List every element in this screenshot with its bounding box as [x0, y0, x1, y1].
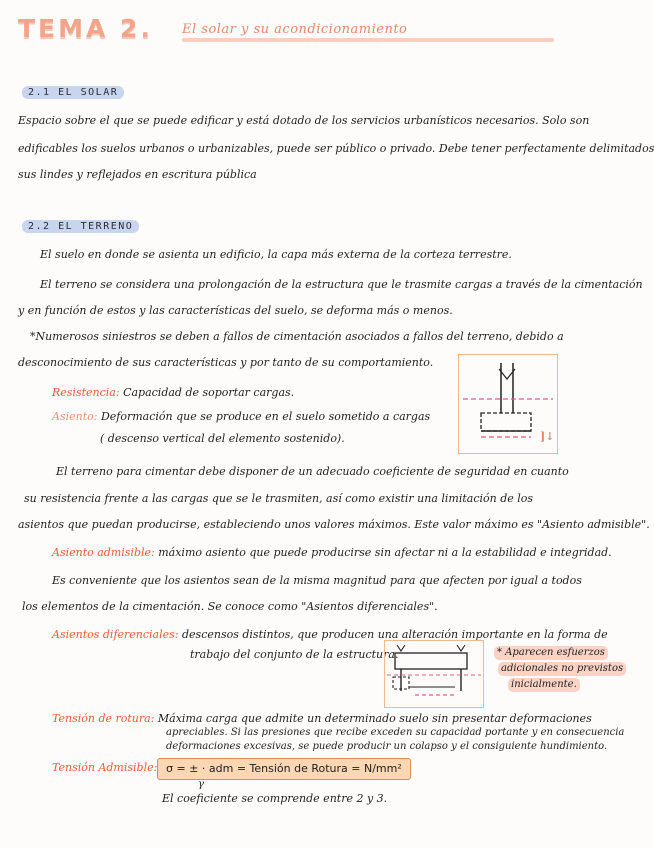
asiento-term: Asiento:: [52, 410, 98, 423]
terreno-p3-line-2: su resistencia frente a las cargas que se le trasmiten, así como existir una limitación de los: [24, 492, 534, 505]
tension-rotura-def-1: Máxima carga que admite un determinado suelo sin presentar deformaciones: [157, 712, 592, 725]
terreno-p3-line-1: El terreno para cimentar debe disponer de un adecuado coeficiente de seguridad en cuanto: [56, 465, 569, 478]
differential-settlement-sketch: [385, 641, 483, 707]
terreno-p2-line-1: *Numerosos siniestros se deben a fallos de cimentación asociados a fallos del terreno, debido a: [30, 330, 564, 343]
section-heading-solar: 2.1 EL SOLAR: [22, 86, 124, 99]
tension-rotura-def-3: deformaciones excesivas, se puede producir un colapso y el consiguiente hundimiento.: [166, 741, 608, 752]
asiento-row: [52, 410, 430, 424]
terreno-p4-line-2: los elementos de la cimentación. Se conoce como "Asientos diferenciales".: [22, 600, 438, 613]
asiento-def-1: Deformación que se produce en el suelo sometido a cargas: [100, 410, 431, 423]
terreno-p4-line-1: Es conveniente que los asientos sean de la misma magnitud para que afecten por igual a todos: [52, 574, 582, 587]
resistencia-def: Capacidad de soportar cargas.: [123, 386, 295, 399]
formula-gamma: γ: [198, 779, 204, 790]
terreno-p1-line-2: y en función de estos y las características del suelo, se deforma más o menos.: [18, 304, 453, 317]
tension-admisible-term: Tensión Admisible:: [52, 761, 158, 774]
asiento-def-2: ( descenso vertical del elemento sostenido).: [100, 432, 345, 445]
asiento-admisible-row: [52, 546, 612, 560]
page-subtitle: El solar y su acondicionamiento: [182, 22, 408, 37]
resistencia-row: [52, 386, 294, 400]
asientos-diferenciales-term: Asientos diferenciales:: [52, 628, 179, 641]
terreno-p2-line-2: desconocimiento de sus características y por tanto de su comportamiento.: [18, 356, 434, 369]
asiento-admisible-def: máximo asiento que puede producirse sin afectar ni a la estabilidad e integridad.: [158, 546, 612, 559]
tension-rotura-term: Tensión de rotura:: [52, 712, 155, 725]
settlement-arrow-label: ]↓: [540, 430, 555, 443]
terreno-p3-line-3: asientos que puedan producirse, estableciendo unos valores máximos. Este valor máximo es "Asiento admisible".: [18, 518, 650, 531]
solar-line-3: sus lindes y reflejados en escritura pública: [18, 168, 257, 181]
differential-settlement-diagram: [384, 640, 484, 708]
asientos-diferenciales-def-1: descensos distintos, que producen una alteración importante en la forma de: [182, 628, 608, 641]
solar-line-1: Espacio sobre el que se puede edificar y está dotado de los servicios urbanísticos necesarios. Solo son: [18, 114, 590, 127]
note-line-3: inicialmente.: [508, 678, 580, 692]
tension-rotura-row: [52, 712, 592, 726]
note-line-2: adicionales no previstos: [498, 662, 626, 676]
coeficiente-note: El coeficiente se comprende entre 2 y 3.: [162, 792, 388, 805]
solar-line-2: edificables los suelos urbanos o urbanizables, puede ser público o privado. Debe tener perfectamente delimitados: [18, 142, 654, 155]
title-underline: [182, 38, 554, 42]
asientos-diferenciales-row: [52, 628, 608, 642]
asiento-admisible-term: Asiento admisible:: [52, 546, 155, 559]
page-title: TEMA 2.: [18, 14, 153, 43]
resistencia-term: Resistencia:: [52, 386, 120, 399]
terreno-p1-line-1: El terreno se considera una prolongación de la estructura que le trasmite cargas a través de la cimentación: [40, 278, 643, 291]
tension-admisible-formula: σ = ± · adm = Tensión de Rotura = N/mm²: [157, 758, 411, 780]
asientos-diferenciales-def-2: trabajo del conjunto de la estructura.: [190, 648, 399, 661]
section-heading-terreno: 2.2 EL TERRENO: [22, 220, 139, 233]
terreno-intro: El suelo en donde se asienta un edificio, la capa más externa de la corteza terrestre.: [40, 248, 512, 261]
tension-rotura-def-2: apreciables. Si las presiones que recibe exceden su capacidad portante y en consecuencia: [166, 727, 625, 738]
note-line-1: * Aparecen esfuerzos: [494, 646, 608, 660]
